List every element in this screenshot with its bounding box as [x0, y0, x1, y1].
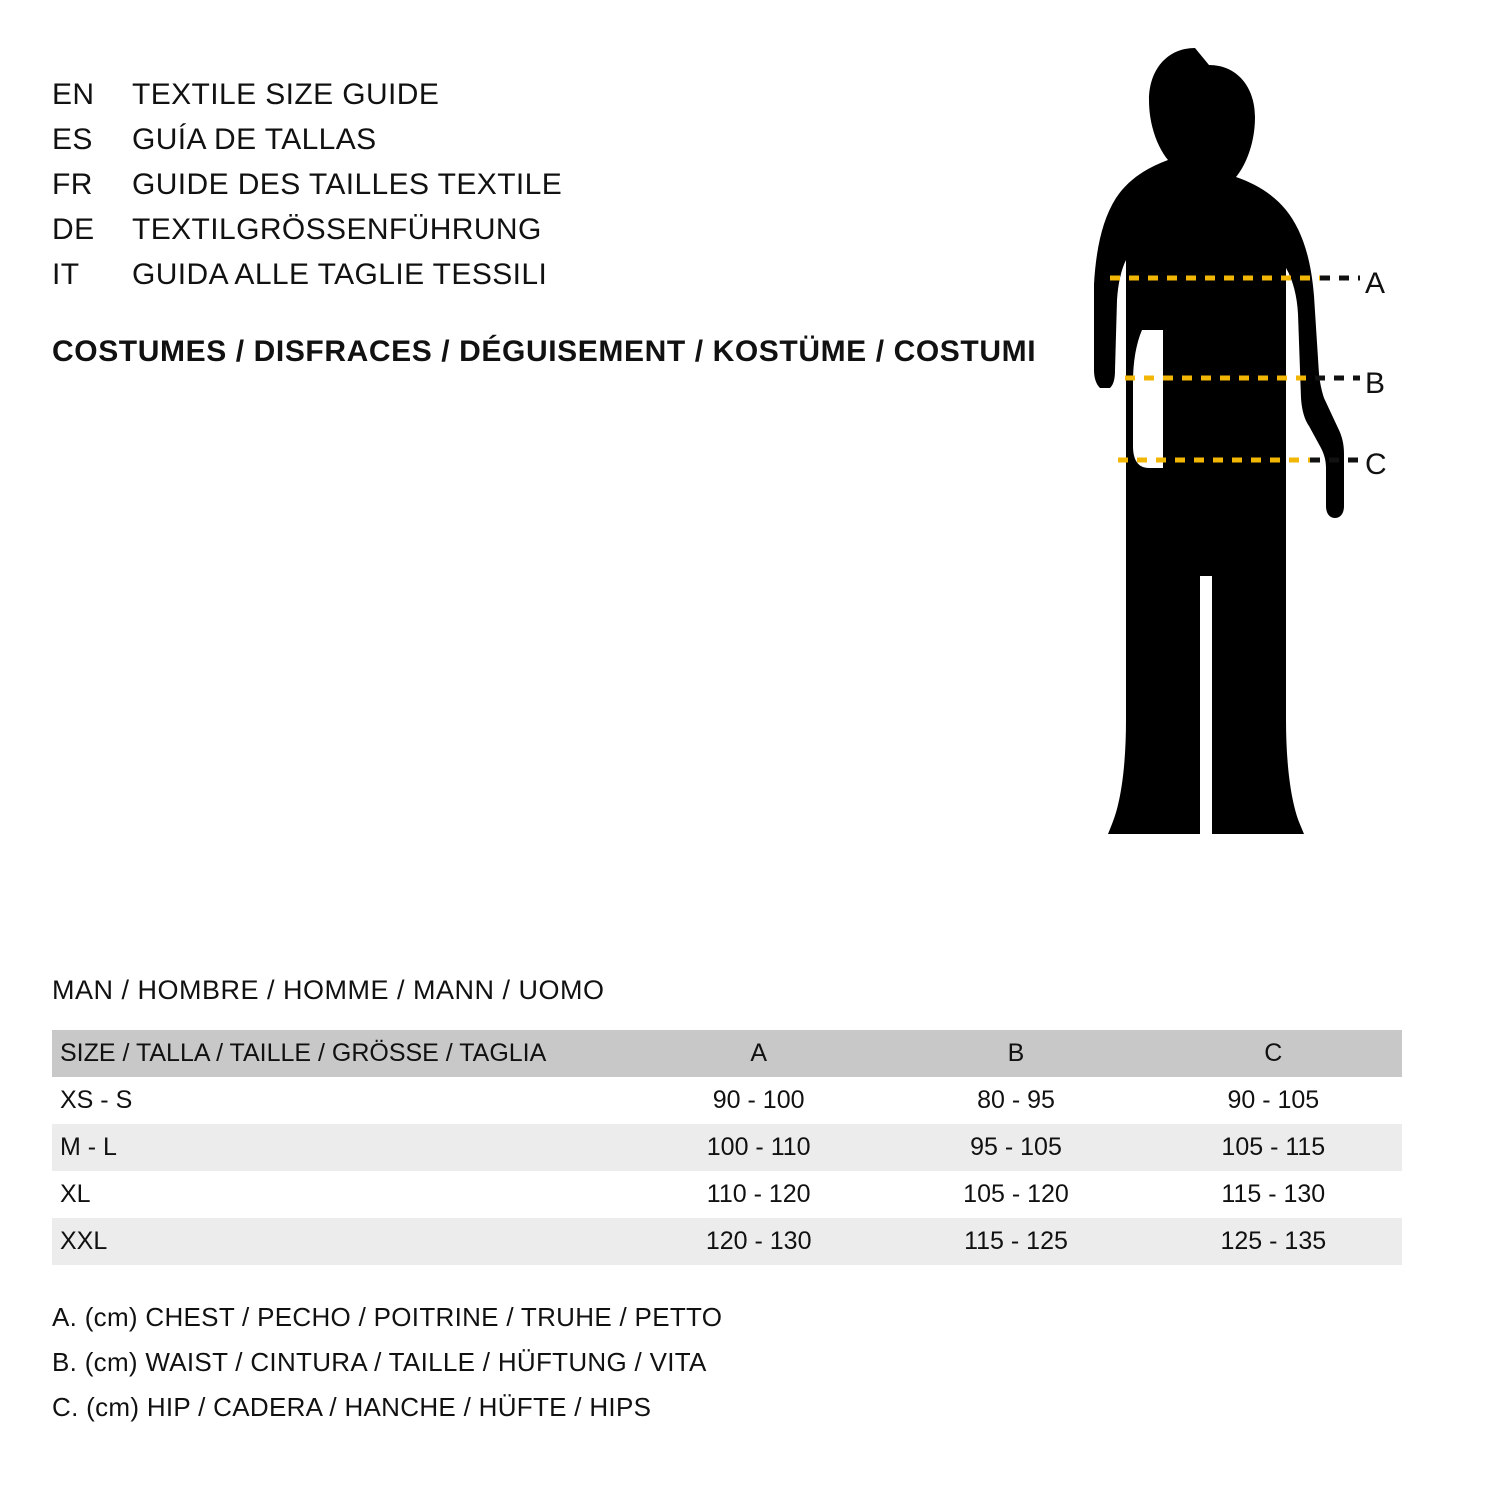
- table-group-title: MAN / HOMBRE / HOMME / MANN / UOMO: [52, 975, 605, 1005]
- cell-b: 80 - 95: [977, 1086, 1055, 1114]
- cell-b: 105 - 120: [963, 1180, 1069, 1208]
- language-row-en: [52, 72, 952, 117]
- language-text-de: TEXTILGRÖSSENFÜHRUNG: [132, 213, 542, 246]
- legend-line-c: C. (cm) HIP / CADERA / HANCHE / HÜFTE / HIPS: [52, 1392, 652, 1422]
- language-code-de: DE: [52, 213, 95, 246]
- language-code-es: ES: [52, 123, 93, 156]
- body-figure: [1020, 30, 1440, 930]
- table-header-b: B: [1007, 1039, 1025, 1067]
- cell-size: XXL: [60, 1227, 108, 1255]
- language-text-en: TEXTILE SIZE GUIDE: [132, 78, 440, 111]
- measure-label-c: C: [1365, 448, 1387, 481]
- language-code-it: IT: [52, 258, 80, 291]
- legend-line-b: B. (cm) WAIST / CINTURA / TAILLE / HÜFTUNG / VITA: [52, 1347, 707, 1377]
- table-header: [52, 1030, 1402, 1077]
- table-row: [52, 1171, 1402, 1218]
- table-header-c: C: [1264, 1039, 1283, 1067]
- table-row: [52, 1218, 1402, 1265]
- measurement-legend: [52, 1295, 722, 1430]
- cell-a: 100 - 110: [706, 1133, 811, 1161]
- language-list: [52, 72, 952, 297]
- table-body: [52, 1077, 1402, 1265]
- table-row: [52, 1124, 1402, 1171]
- cell-c: 90 - 105: [1227, 1086, 1320, 1114]
- legend-line-a: A. (cm) CHEST / PECHO / POITRINE / TRUHE / PETTO: [52, 1302, 723, 1332]
- table-row: [52, 1077, 1402, 1124]
- language-row-it: [52, 252, 952, 297]
- cell-a: 90 - 100: [712, 1086, 805, 1114]
- language-row-es: [52, 117, 952, 162]
- category-line: COSTUMES / DISFRACES / DÉGUISEMENT / KOSTÜME / COSTUMI: [52, 335, 1037, 368]
- cell-a: 110 - 120: [706, 1180, 811, 1208]
- language-text-es: GUÍA DE TALLAS: [132, 123, 377, 156]
- language-text-fr: GUIDE DES TAILLES TEXTILE: [132, 168, 563, 201]
- cell-b: 95 - 105: [970, 1133, 1062, 1161]
- cell-size: XL: [60, 1180, 91, 1208]
- language-code-fr: FR: [52, 168, 93, 201]
- cell-c: 115 - 130: [1221, 1180, 1326, 1208]
- cell-c: 105 - 115: [1221, 1133, 1326, 1161]
- cell-c: 125 - 135: [1220, 1227, 1327, 1255]
- table-header-a: A: [750, 1039, 767, 1067]
- cell-b: 115 - 125: [964, 1227, 1068, 1255]
- cell-size: M - L: [60, 1133, 117, 1161]
- language-row-fr: [52, 162, 952, 207]
- table-header-row: [52, 1030, 1402, 1077]
- cell-size: XS - S: [60, 1086, 133, 1114]
- language-row-de: [52, 207, 952, 252]
- measure-label-b: B: [1365, 367, 1386, 400]
- language-text-it: GUIDA ALLE TAGLIE TESSILI: [132, 258, 548, 291]
- cell-a: 120 - 130: [705, 1227, 812, 1255]
- size-table: [52, 1030, 1402, 1265]
- table-header-size: SIZE / TALLA / TAILLE / GRÖSSE / TAGLIA: [60, 1039, 547, 1067]
- measure-label-a: A: [1365, 267, 1386, 300]
- language-code-en: EN: [52, 78, 95, 111]
